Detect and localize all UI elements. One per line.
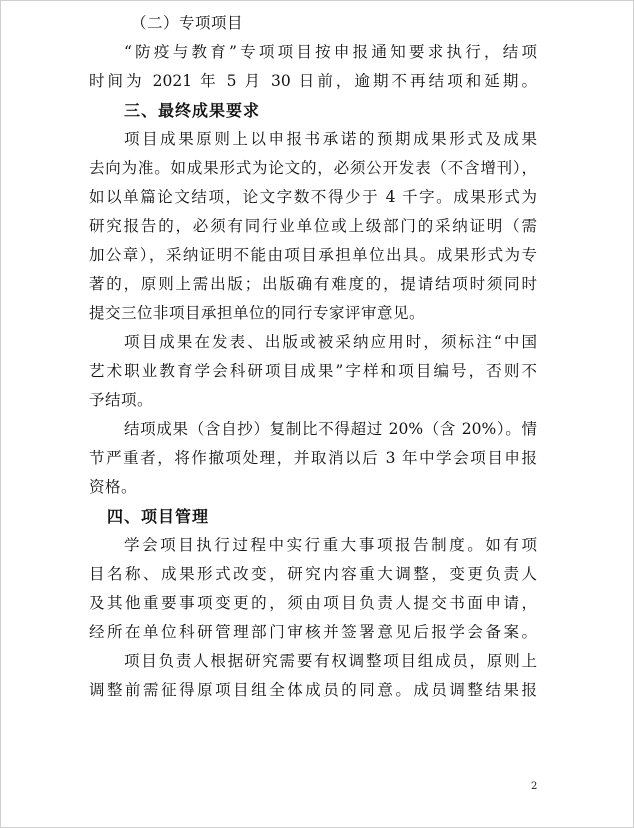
paragraph-line: 经所在单位科研管理部门审核并签署意见后报学会备案。 bbox=[89, 623, 537, 641]
paragraph-line: 艺术职业教育学会科研项目成果”字样和项目编号，否则不 bbox=[89, 362, 537, 380]
paragraph-line: 调整前需征得原项目组全体成员的同意。成员调整结果报 bbox=[89, 681, 537, 699]
document-body bbox=[89, 9, 537, 705]
paragraph-line: 著的，原则上需出版；出版确有难度的，提请结项时须同时 bbox=[89, 275, 537, 293]
paragraph-line: 如以单篇论文结项，论文字数不得少于 4 千字。成果形式为 bbox=[89, 188, 537, 206]
paragraph-line: （二）专项项目 bbox=[131, 14, 244, 32]
paragraph-line: 予结项。 bbox=[89, 391, 154, 409]
paragraph-line: 项目成果在发表、出版或被采纳应用时，须标注“中国 bbox=[124, 333, 537, 351]
paragraph-line: 目名称、成果形式改变，研究内容重大调整，变更负责人 bbox=[89, 565, 537, 583]
paragraph-line: 资格。 bbox=[89, 478, 138, 496]
paragraph-line: 及其他重要事项变更的，须由项目负责人提交书面申请， bbox=[89, 594, 537, 612]
paragraph-line: 去向为准。如成果形式为论文的，必须公开发表（不含增刊）， bbox=[89, 159, 537, 177]
paragraph-line: 项目成果原则上以申报书承诺的预期成果形式及成果 bbox=[124, 130, 537, 148]
paragraph-line: 项目负责人根据研究需要有权调整项目组成员，原则上 bbox=[124, 652, 537, 670]
paragraph-line: 节严重者，将作撤项处理，并取消以后 3 年中学会项目申报 bbox=[89, 449, 537, 467]
paragraph-line: 结项成果（含自抄）复制比不得超过 20%（含 20%）。情 bbox=[124, 420, 537, 438]
paragraph-line: 加公章），采纳证明不能由项目承担单位出具。成果形式为专 bbox=[89, 246, 537, 264]
page-number: 2 bbox=[531, 781, 538, 792]
paragraph-line: “防疫与教育”专项项目按申报通知要求执行，结项 bbox=[124, 43, 537, 61]
paragraph-line: 学会项目执行过程中实行重大事项报告制度。如有项 bbox=[124, 536, 537, 554]
paragraph-line: 时间为 2021 年 5 月 30 日前，逾期不再结项和延期。 bbox=[89, 72, 537, 90]
paragraph-line: 研究报告的，必须有同行业单位或上级部门的采纳证明（需 bbox=[89, 217, 537, 235]
section-heading: 三、最终成果要求 bbox=[124, 101, 261, 120]
section-heading: 四、项目管理 bbox=[107, 507, 210, 526]
paragraph-line: 提交三位非项目承担单位的同行专家评审意见。 bbox=[89, 304, 426, 322]
